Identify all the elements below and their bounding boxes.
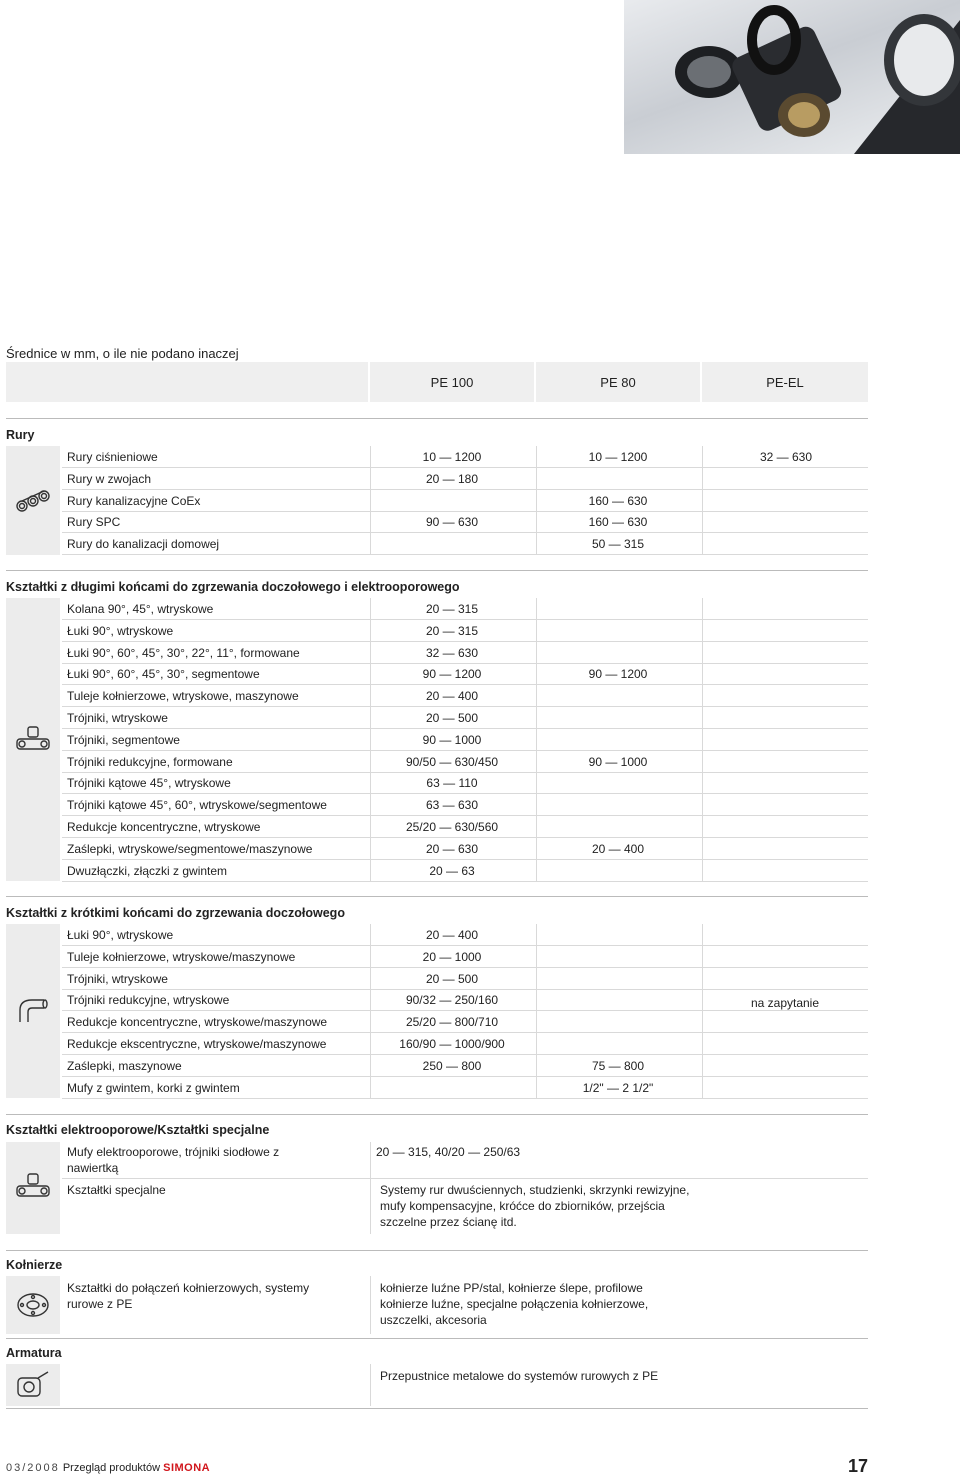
flange-icon-box (6, 1276, 60, 1334)
flanges-value: kołnierze luźne PP/stal, kołnierze ślepe, profilowe kołnierze luźne, specjalne połączenia kołnierzowe, uszczelki, akcesoria (380, 1281, 649, 1327)
cell-pe100: 20 — 315 (425, 624, 479, 638)
diameter-note: Średnice w mm, o ile nie podano inaczej (6, 346, 239, 361)
cell-pe100: 90/50 — 630/450 (405, 755, 499, 769)
row-label: Rury do kanalizacji domowej (67, 537, 220, 551)
electrofusion-row1-label: Mufy elektrooporowe, trójniki siodłowe z nawiertką (67, 1145, 280, 1175)
row-label: Rury ciśnieniowe (67, 450, 158, 464)
section-title: Kształtki z krótkimi końcami do zgrzewania doczołowego (6, 906, 345, 920)
simona-logo: SIMONA (163, 1462, 211, 1474)
table-row (62, 946, 868, 968)
cell-pe100: 20 — 315 (425, 602, 479, 616)
row-label: Tuleje kołnierzowe, wtryskowe, maszynowe (67, 689, 299, 703)
section-separator (6, 896, 868, 897)
row-label: Trójniki, wtryskowe (67, 711, 168, 725)
tee-fitting-icon (14, 725, 52, 755)
section-title: Kształtki z długimi końcami do zgrzewania doczołowego i elektrooporowego (6, 580, 460, 594)
cell-pe100: 10 — 1200 (422, 450, 482, 464)
row-label: Trójniki, segmentowe (67, 733, 180, 747)
flange-icon (14, 1290, 52, 1320)
section-title-electrofusion: Kształtki elektrooporowe/Kształtki specjalne (6, 1123, 270, 1137)
table-row (62, 968, 868, 990)
column-divider (370, 1276, 371, 1334)
table-row (62, 598, 868, 620)
cell-pe80: 90 — 1000 (588, 755, 648, 769)
table-row (62, 533, 868, 555)
column-header-peel: PE-EL (702, 362, 868, 402)
valves-value: Przepustnice metalowe do systemów rurowych z PE (380, 1369, 659, 1383)
cell-pe80: 160 — 630 (588, 515, 648, 529)
row-label: Trójniki kątowe 45°, wtryskowe (67, 776, 231, 790)
section-title-valves: Armatura (6, 1346, 62, 1360)
row-label: Redukcje koncentryczne, wtryskowe (67, 820, 261, 834)
row-label: Łuki 90°, 60°, 45°, 30°, segmentowe (67, 667, 260, 681)
row-label: Łuki 90°, wtryskowe (67, 624, 174, 638)
cell-pe80: 160 — 630 (588, 494, 648, 508)
electrofusion-row1-value: 20 — 315, 40/20 — 250/63 (376, 1145, 521, 1159)
table-row (62, 511, 868, 533)
cell-pe80: 10 — 1200 (588, 450, 648, 464)
cell-pe80: 50 — 315 (591, 537, 645, 551)
cell-pe100: 20 — 1000 (422, 950, 482, 964)
table-row (62, 1077, 868, 1099)
section-icon-box (6, 598, 60, 881)
cell-pe100: 20 — 630 (425, 842, 479, 856)
valve-icon (14, 1370, 52, 1400)
row-label: Łuki 90°, 60°, 45°, 30°, 22°, 11°, formowane (67, 646, 300, 660)
cell-pe100: 90 — 630 (425, 515, 479, 529)
cell-pe100: 160/90 — 1000/900 (399, 1037, 505, 1051)
column-header-pe80: PE 80 (536, 362, 700, 402)
section-separator (6, 570, 868, 571)
column-divider (370, 1142, 371, 1234)
row-label: Rury kanalizacyjne CoEx (67, 494, 201, 508)
cell-pe80: 1/2" — 2 1/2" (582, 1081, 654, 1095)
cell-pe100: 90 — 1200 (422, 667, 482, 681)
row-label: Trójniki, wtryskowe (67, 972, 168, 986)
cell-pe100: 25/20 — 800/710 (405, 1015, 499, 1029)
flanges-label: Kształtki do połączeń kołnierzowych, systemy rurowe z PE (67, 1281, 310, 1311)
merged-cell-on-request: na zapytanie (750, 996, 820, 1010)
section-separator (6, 418, 868, 419)
section-title: Rury (6, 428, 35, 442)
footer-text: Przegląd produktów (62, 1462, 161, 1474)
table-row-divider (62, 1162, 868, 1179)
row-label: Rury w zwojach (67, 472, 152, 486)
section-icon-box (6, 446, 60, 555)
section-title-flanges: Kołnierze (6, 1258, 63, 1272)
cell-peel: 32 — 630 (759, 450, 813, 464)
column-divider (370, 1364, 371, 1406)
cell-pe100: 32 — 630 (425, 646, 479, 660)
table-row (62, 663, 868, 685)
header-blank (6, 362, 368, 402)
electrofusion-row2-label: Kształtki specjalne (67, 1183, 166, 1197)
pipes-icon (14, 486, 52, 516)
table-row (62, 924, 868, 946)
footer (6, 1462, 210, 1474)
table-row (62, 838, 868, 860)
section-separator (6, 1408, 868, 1409)
cell-pe100: 20 — 500 (425, 972, 479, 986)
table-row (62, 816, 868, 838)
cell-pe100: 90/32 — 250/160 (405, 993, 499, 1007)
row-label: Mufy z gwintem, korki z gwintem (67, 1081, 240, 1095)
section-separator (6, 1114, 868, 1115)
section-separator (6, 1338, 868, 1339)
row-label: Redukcje koncentryczne, wtryskowe/maszynowe (67, 1015, 328, 1029)
cell-pe100: 20 — 400 (425, 689, 479, 703)
table-row (62, 685, 868, 707)
table-row (62, 446, 868, 468)
cell-pe100: 20 — 500 (425, 711, 479, 725)
row-label: Zaślepki, wtryskowe/segmentowe/maszynowe (67, 842, 313, 856)
tee-fitting-icon (14, 1172, 52, 1202)
product-photo (624, 0, 960, 154)
electrofusion-row2-value: Systemy rur dwuściennych, studzienki, skrzynki rewizyjne, mufy kompensacyjne, króćce do zbiorników, przejścia szczelne przez ścianę itd. (380, 1183, 690, 1229)
row-label: Trójniki kątowe 45°, 60°, wtryskowe/segmentowe (67, 798, 327, 812)
cell-pe100: 63 — 110 (426, 776, 478, 790)
row-label: Tuleje kołnierzowe, wtryskowe/maszynowe (67, 950, 296, 964)
table-row (62, 620, 868, 642)
table-row (62, 642, 868, 664)
footer-date: 03/2008 (6, 1462, 60, 1474)
valve-icon-box (6, 1364, 60, 1406)
section-icon-box (6, 924, 60, 1098)
cell-pe100: 25/20 — 630/560 (405, 820, 499, 834)
cell-pe100: 20 — 63 (429, 864, 475, 878)
electrofusion-icon-box (6, 1142, 60, 1234)
row-label: Zaślepki, maszynowe (67, 1059, 182, 1073)
section-separator (6, 1250, 868, 1251)
cell-pe100: 250 — 800 (422, 1059, 482, 1073)
elbow-fitting-icon (14, 996, 52, 1026)
row-label: Trójniki redukcyjne, wtryskowe (67, 993, 230, 1007)
row-label: Rury SPC (67, 515, 121, 529)
cell-pe100: 20 — 180 (425, 472, 479, 486)
table-row (62, 490, 868, 512)
cell-pe100: 90 — 1000 (422, 733, 482, 747)
cell-pe80: 20 — 400 (591, 842, 645, 856)
cell-pe80: 75 — 800 (591, 1059, 645, 1073)
row-label: Łuki 90°, wtryskowe (67, 928, 174, 942)
cell-pe100: 63 — 630 (425, 798, 479, 812)
table-row (62, 794, 868, 816)
row-label: Dwuzłączki, złączki z gwintem (67, 864, 228, 878)
table-row (62, 1011, 868, 1033)
column-header-pe100: PE 100 (370, 362, 534, 402)
table-row (62, 860, 868, 882)
table-row (62, 1033, 868, 1055)
table-row (62, 707, 868, 729)
table-row (62, 1055, 868, 1077)
row-label: Kolana 90°, 45°, wtryskowe (67, 602, 214, 616)
cell-pe100: 20 — 400 (425, 928, 479, 942)
table-row (62, 468, 868, 490)
table-row (62, 729, 868, 751)
cell-pe80: 90 — 1200 (588, 667, 648, 681)
row-label: Redukcje ekscentryczne, wtryskowe/maszynowe (67, 1037, 327, 1051)
table-row (62, 772, 868, 794)
row-label: Trójniki redukcyjne, formowane (67, 755, 233, 769)
table-row (62, 751, 868, 773)
page-number: 17 (847, 1456, 868, 1476)
